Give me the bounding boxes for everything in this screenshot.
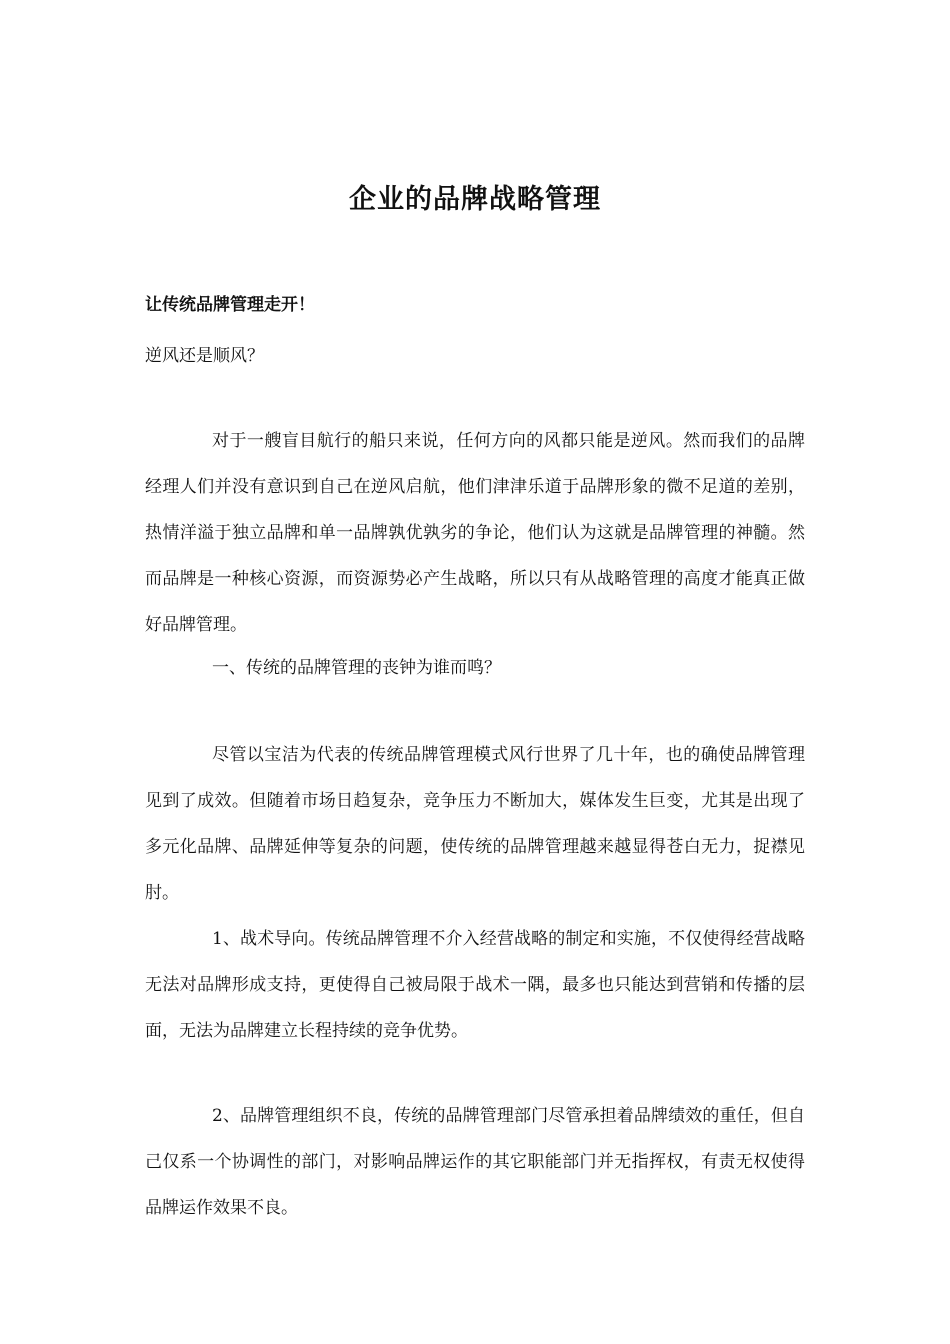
- document-title: 企业的品牌战略管理: [349, 184, 601, 215]
- paragraph: 2、品牌管理组织不良，传统的品牌管理部门尽管承担着品牌绩效的重任，但自己仅系一个协调性的部门，对影响品牌运作的其它职能部门并无指挥权，有责无权使得品牌运作效果不良。: [145, 1106, 805, 1218]
- paragraph: 一、传统的品牌管理的丧钟为谁而鸣？: [212, 658, 501, 678]
- section-heading: 让传统品牌管理走开！: [145, 295, 315, 315]
- paragraph: 对于一艘盲目航行的船只来说，任何方向的风都只能是逆风。然而我们的品牌经理人们并没有意识到自己在逆风启航，他们津津乐道于品牌形象的微不足道的差别，热情洋溢于独立品牌和单一品牌孰优孰劣的争论，他们认为这就是品牌管理的神髓。然而品牌是一种核心资源，而资源势必产生战略，所以只有从战略管理的高度才能真正做好品牌管理。: [145, 431, 805, 635]
- paragraph: 1、战术导向。传统品牌管理不介入经营战略的制定和实施，不仅使得经营战略无法对品牌形成支持，更使得自己被局限于战术一隅，最多也只能达到营销和传播的层面，无法为品牌建立长程持续的竞争优势。: [145, 929, 805, 1041]
- subheading: 逆风还是顺风？: [145, 346, 264, 366]
- paragraph: 尽管以宝洁为代表的传统品牌管理模式风行世界了几十年，也的确使品牌管理见到了成效。但随着市场日趋复杂，竞争压力不断加大，媒体发生巨变，尤其是出现了多元化品牌、品牌延伸等复杂的问题，使传统的品牌管理越来越显得苍白无力，捉襟见肘。: [145, 745, 805, 903]
